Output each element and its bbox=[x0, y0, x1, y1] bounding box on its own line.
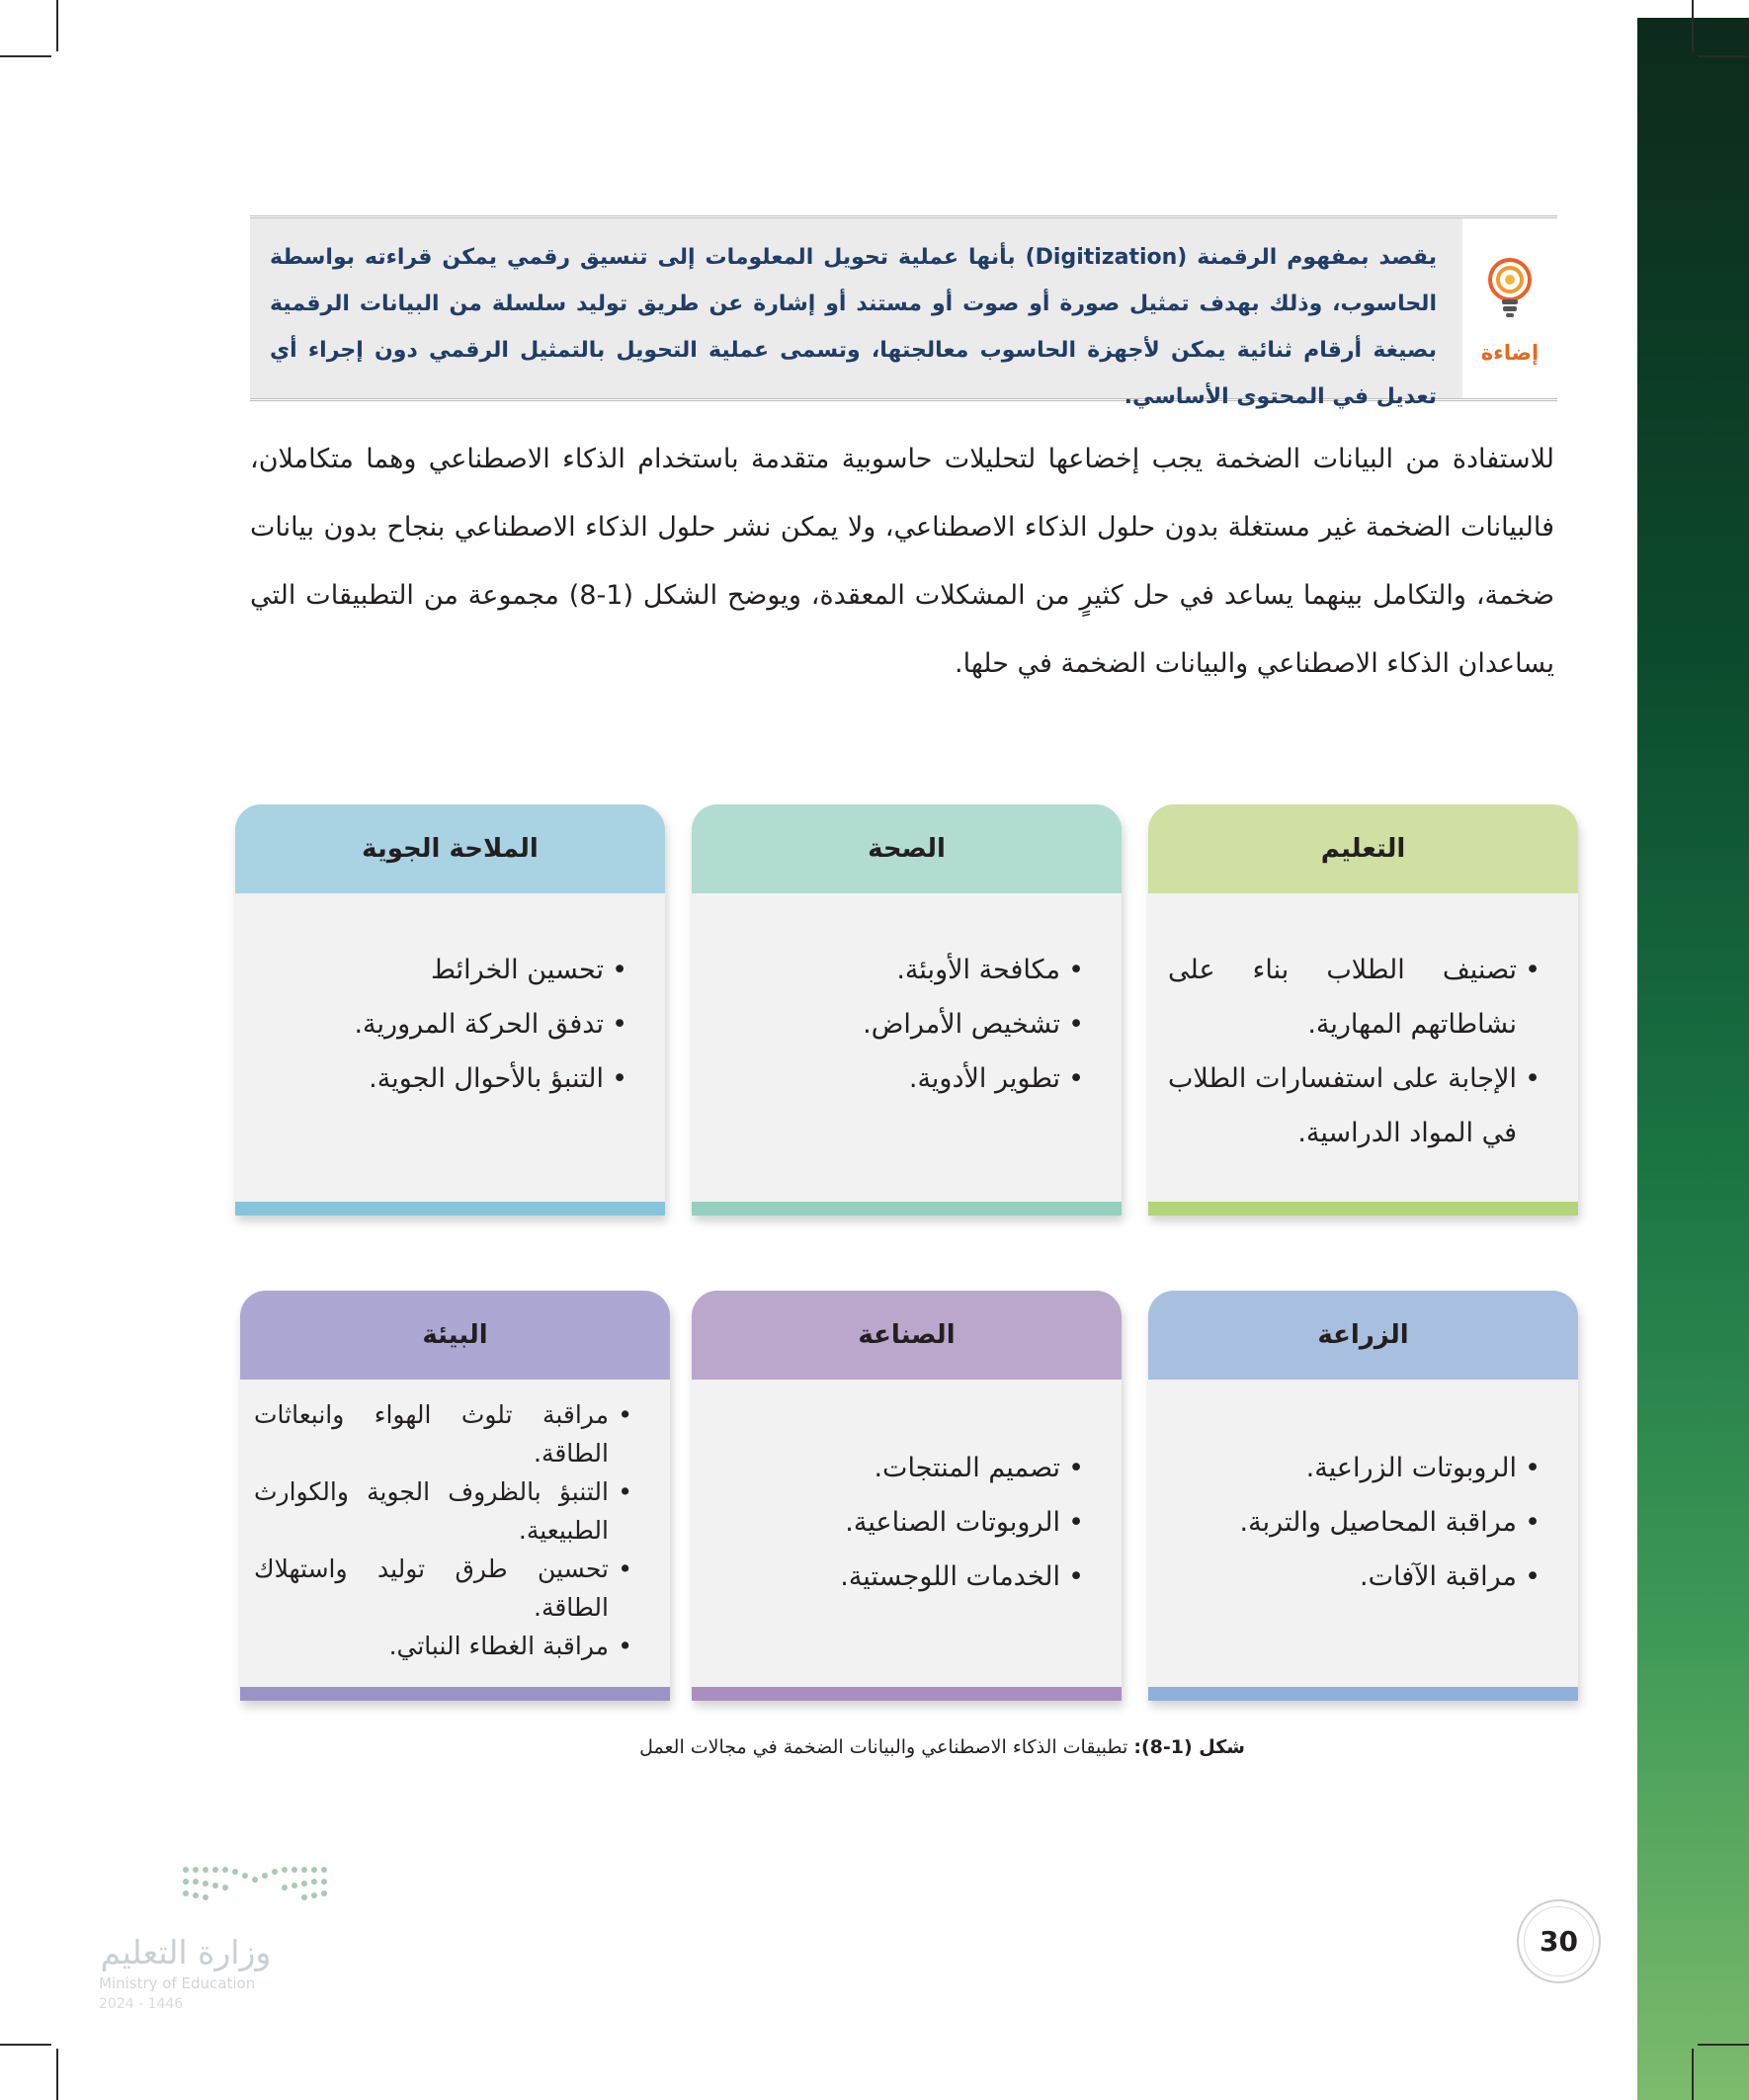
figure-caption bbox=[534, 1736, 1245, 1758]
crop-mark bbox=[0, 55, 51, 57]
caption-label: شكل (1-8): bbox=[1133, 1736, 1245, 1758]
crop-mark bbox=[1698, 2044, 1749, 2046]
card-list bbox=[692, 1441, 1122, 1604]
list-item: • تشخيص الأمراض. bbox=[711, 997, 1084, 1051]
card-agriculture bbox=[1148, 1291, 1578, 1701]
list-item: • مكافحة الأوبئة. bbox=[711, 943, 1084, 997]
card-footer-bar bbox=[1148, 1687, 1578, 1701]
card-footer-bar bbox=[235, 1202, 665, 1216]
card-body bbox=[235, 893, 665, 1204]
card-list bbox=[1148, 1441, 1578, 1604]
card-footer-bar bbox=[1148, 1202, 1578, 1216]
list-item: • الخدمات اللوجستية. bbox=[711, 1550, 1084, 1604]
card-body bbox=[1148, 893, 1578, 1204]
list-item: • تصنيف الطلاب بناء على نشاطاتهم المهارية. bbox=[1168, 943, 1541, 1051]
card-header bbox=[235, 804, 665, 893]
callout-label: إضاءة bbox=[1480, 341, 1540, 365]
ministry-logo bbox=[97, 1858, 275, 2016]
card-title: البيئة bbox=[422, 1320, 488, 1350]
list-item: • تدفق الحركة المرورية. bbox=[255, 997, 627, 1051]
dots-logo-icon bbox=[176, 1858, 354, 1927]
card-footer-bar bbox=[240, 1687, 670, 1701]
card-body bbox=[692, 893, 1122, 1204]
card-header bbox=[692, 1291, 1122, 1380]
crop-mark bbox=[1698, 55, 1749, 57]
list-item: • مراقبة المحاصيل والتربة. bbox=[1168, 1495, 1541, 1550]
crop-mark bbox=[1692, 0, 1694, 51]
list-item: • تصميم المنتجات. bbox=[711, 1441, 1084, 1495]
card-footer-bar bbox=[692, 1202, 1122, 1216]
body-paragraph: للاستفادة من البيانات الضخمة يجب إخضاعها لتحليلات حاسوبية متقدمة باستخدام الذكاء الاصطناعي وهما متكاملان، فالبيانات الضخمة غير مستغلة بدون حلول الذكاء الاصطناعي، ولا يمكن نشر حلول الذكاء الاصطناعي بنجاح بدون بيانات ضخمة، والتكامل بينهما يساعد في حل كثيرٍ من المشكلات المعقدة، ويوضح الشكل (1-8) مجموعة من التطبيقات التي يساعدان الذكاء الاصطناعي والبيانات الضخمة في حلها. bbox=[250, 444, 1554, 679]
card-body bbox=[692, 1380, 1122, 1689]
list-item: • مراقبة الآفات. bbox=[1168, 1550, 1541, 1604]
list-item: • الروبوتات الزراعية. bbox=[1168, 1441, 1541, 1495]
list-item: • تحسين الخرائط bbox=[255, 943, 627, 997]
logo-year-text: 2024 - 1446 bbox=[99, 1996, 184, 2012]
page-number bbox=[1517, 1899, 1601, 1983]
crop-mark bbox=[56, 0, 58, 51]
callout-box bbox=[250, 215, 1557, 409]
card-list bbox=[1148, 943, 1578, 1160]
card-title: الصناعة bbox=[858, 1320, 956, 1350]
list-item: • الروبوتات الصناعية. bbox=[711, 1495, 1084, 1550]
crop-mark bbox=[0, 2044, 51, 2046]
list-item: • تحسين طرق توليد واستهلاك الطاقة. bbox=[254, 1550, 632, 1627]
list-item: • التنبؤ بالظروف الجوية والكوارث الطبيعية. bbox=[254, 1472, 632, 1550]
card-header bbox=[240, 1291, 670, 1380]
list-item: • التنبؤ بالأحوال الجوية. bbox=[255, 1051, 627, 1106]
card-title: الصحة bbox=[868, 834, 946, 864]
crop-mark bbox=[1692, 2049, 1694, 2100]
callout-text: يقصد بمفهوم الرقمنة (Digitization) بأنها عملية تحويل المعلومات إلى تنسيق رقمي يمكن قراءته بواسطة الحاسوب، وذلك بهدف تمثيل صورة أو صوت أو مستند أو إشارة عن طريق توليد سلسلة من البيانات الرقمية بصيغة أرقام ثنائية يمكن لأجهزة الحاسوب معالجتها، وتسمى عملية التحويل بالتمثيل الرقمي دون إجراء أي تعديل في المحتوى الأساسي. bbox=[250, 218, 1462, 398]
list-item: • مراقبة الغطاء النباتي. bbox=[254, 1627, 632, 1665]
card-list bbox=[692, 943, 1122, 1106]
lightbulb-icon bbox=[1482, 256, 1538, 319]
card-title: الزراعة bbox=[1317, 1320, 1409, 1350]
list-item: • تطوير الأدوية. bbox=[711, 1051, 1084, 1106]
card-industry bbox=[692, 1291, 1122, 1701]
card-health bbox=[692, 804, 1122, 1216]
card-footer-bar bbox=[692, 1687, 1122, 1701]
side-color-band bbox=[1637, 18, 1749, 2100]
card-body bbox=[1148, 1380, 1578, 1689]
page-number-text: 30 bbox=[1540, 1925, 1578, 1958]
list-item: • مراقبة تلوث الهواء وانبعاثات الطاقة. bbox=[254, 1395, 632, 1472]
card-body bbox=[240, 1380, 670, 1689]
logo-english-text: Ministry of Education bbox=[99, 1974, 256, 1992]
callout-side bbox=[1462, 218, 1557, 398]
card-header bbox=[1148, 804, 1578, 893]
card-header bbox=[1148, 1291, 1578, 1380]
list-item: • الإجابة على استفسارات الطلاب في المواد الدراسية. bbox=[1168, 1051, 1541, 1160]
card-aviation bbox=[235, 804, 665, 1216]
logo-arabic-text: وزارة التعليم bbox=[100, 1933, 272, 1972]
card-title: التعليم bbox=[1320, 834, 1406, 864]
card-title: الملاحة الجوية bbox=[362, 834, 539, 864]
card-list bbox=[240, 1395, 670, 1665]
card-environment bbox=[240, 1291, 670, 1701]
card-header bbox=[692, 804, 1122, 893]
card-education bbox=[1148, 804, 1578, 1216]
crop-mark bbox=[56, 2049, 58, 2100]
caption-text: تطبيقات الذكاء الاصطناعي والبيانات الضخمة في مجالات العمل bbox=[639, 1736, 1128, 1758]
card-list bbox=[235, 943, 665, 1106]
